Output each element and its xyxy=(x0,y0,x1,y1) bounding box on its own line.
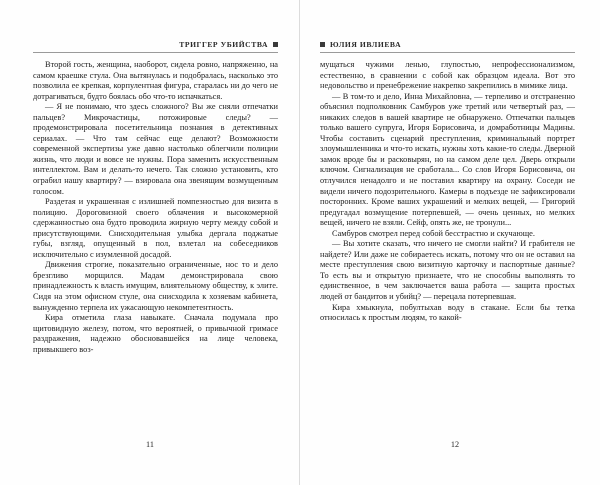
right-page-number: 12 xyxy=(450,440,460,449)
paragraph: — Я не понимаю, что здесь сложного? Вы же сняли отпечатки пальцев? Микрочастицы, потожировые следы? — продемонстрировала посетительница познания в детективных сериалах. — Что там сейчас еще делают? Возможности современной экспертизы уже давно настолько облегчили полиции жизнь, что люди и вовсе не нужны. Пора заменить искусственным интеллектом. Вам и делать-то нечего. Так сложно установить, кто ограбил нашу квартиру? — взировала она звенящим возмущенным голосом. xyxy=(33,102,278,196)
square-ornament-icon xyxy=(273,42,278,47)
running-head-author: ЮЛИЯ ИВЛИЕВА xyxy=(330,40,402,49)
right-running-head xyxy=(320,40,575,53)
paragraph: — Вы хотите сказать, что ничего не смогли найти? И грабителя не найдете? Или даже не собираетесь искать, потому что он не оставил на месте преступления свою визитную карточку и паспортные данные? То есть вы и открытую признаете, что не способны выполнять то единственное, в чем заключается ваша работа — защита простых людей от бандитов и убийц? — перецала потерпевшая. xyxy=(320,239,575,302)
paragraph: Самбуров смотрел перед собой бесстрастно и скучающе. xyxy=(332,228,535,238)
left-page-number: 11 xyxy=(146,440,154,449)
running-head-title: ТРИГГЕР УБИЙСТВА xyxy=(179,40,268,49)
right-book-page xyxy=(300,0,600,485)
paragraph: Кира отметила глаза навыкате. Сначала подумала про щитовидную железу, потом, что вероятней, о привычной гримасе раздражения, надежно обосновавшейся на лице человека, привыкшего воз- xyxy=(33,313,278,354)
paragraph: — В том-то и дело, Инна Михайловна, — терпеливо и отстраненно объяснил подполковник Самбуров уже третий или четвертый раз, — никаких следов в вашей квартире не обнаружено. Отпечатки пальцев только вашего супруга, Игоря Борисовича, и домработницы Мадины. Чтобы составить сценарий преступления, криминальный портрет злоумышленника и что-то искать, нужны хоть какие-то следы. Дверной замок вроде бы и расковырян, но на самом деле цел. Дверь открыли ключом. Сигнализация не сработала... Со слов Игоря Борисовича, он отлучился ненадолго и не поставил квартиру на охрану. Соседи не видели ничего подозрительного. Камеры в подъезде не зафиксировали посторонних. Кроме ваших украшений и мелких вещей, — Григорий предугадал возмущение потерпевшей, — очень ценных, но мелких вещей, ничего не взяли. Сейф, опять же, не тронули... xyxy=(320,91,575,228)
paragraph: мущаться чужими ленью, глупостью, непрофессионализмом, естественно, в сравнении с собой как образцом идеала. Вот это недовольство и пренебрежение накрепко закрепились в мимике лица. xyxy=(320,60,575,91)
paragraph: Раздетая и украшенная с излишней помпезностью для визита в полицию. Дороговизной своего облачения и высокомерной сдержанностью она будто проводила жирную черту между собой и присутствующими. Снисходительная улыбка дергала поджатые губы, взгляд, опущенный в пол, взлетал на собеседников исключительно с изумленной досадой. xyxy=(33,197,278,259)
left-running-head xyxy=(33,40,278,53)
square-ornament-icon xyxy=(320,42,325,47)
right-page-text-column xyxy=(320,60,575,324)
left-page-text-column xyxy=(33,60,278,355)
paragraph: Второй гость, женщина, наоборот, сидела ровно, напряженно, на самом краешке стула. Она вытянулась и подобралась, насколько это позволила ее крепкая, корпулентная фигура, старалась ни до чего не дотрагиваться, будто боялась обо что-то испачкаться. xyxy=(33,60,278,101)
paragraph: Кира хмыкнула, побултыхав воду в стакане. Если бы тетка относилась к простым людям, то какой- xyxy=(320,302,575,323)
paragraph: Движения строгие, показательно ограниченные, нос то и дело брезгливо морщился. Мадам демонстрировала свою принадлежность к власть имущим, влиятельному обществу, к элите. Сидя на этом офисном стуле, она снисходила к хозяевам кабинета, вынужденно терпела их ужасающую некомпетентность. xyxy=(33,260,278,312)
